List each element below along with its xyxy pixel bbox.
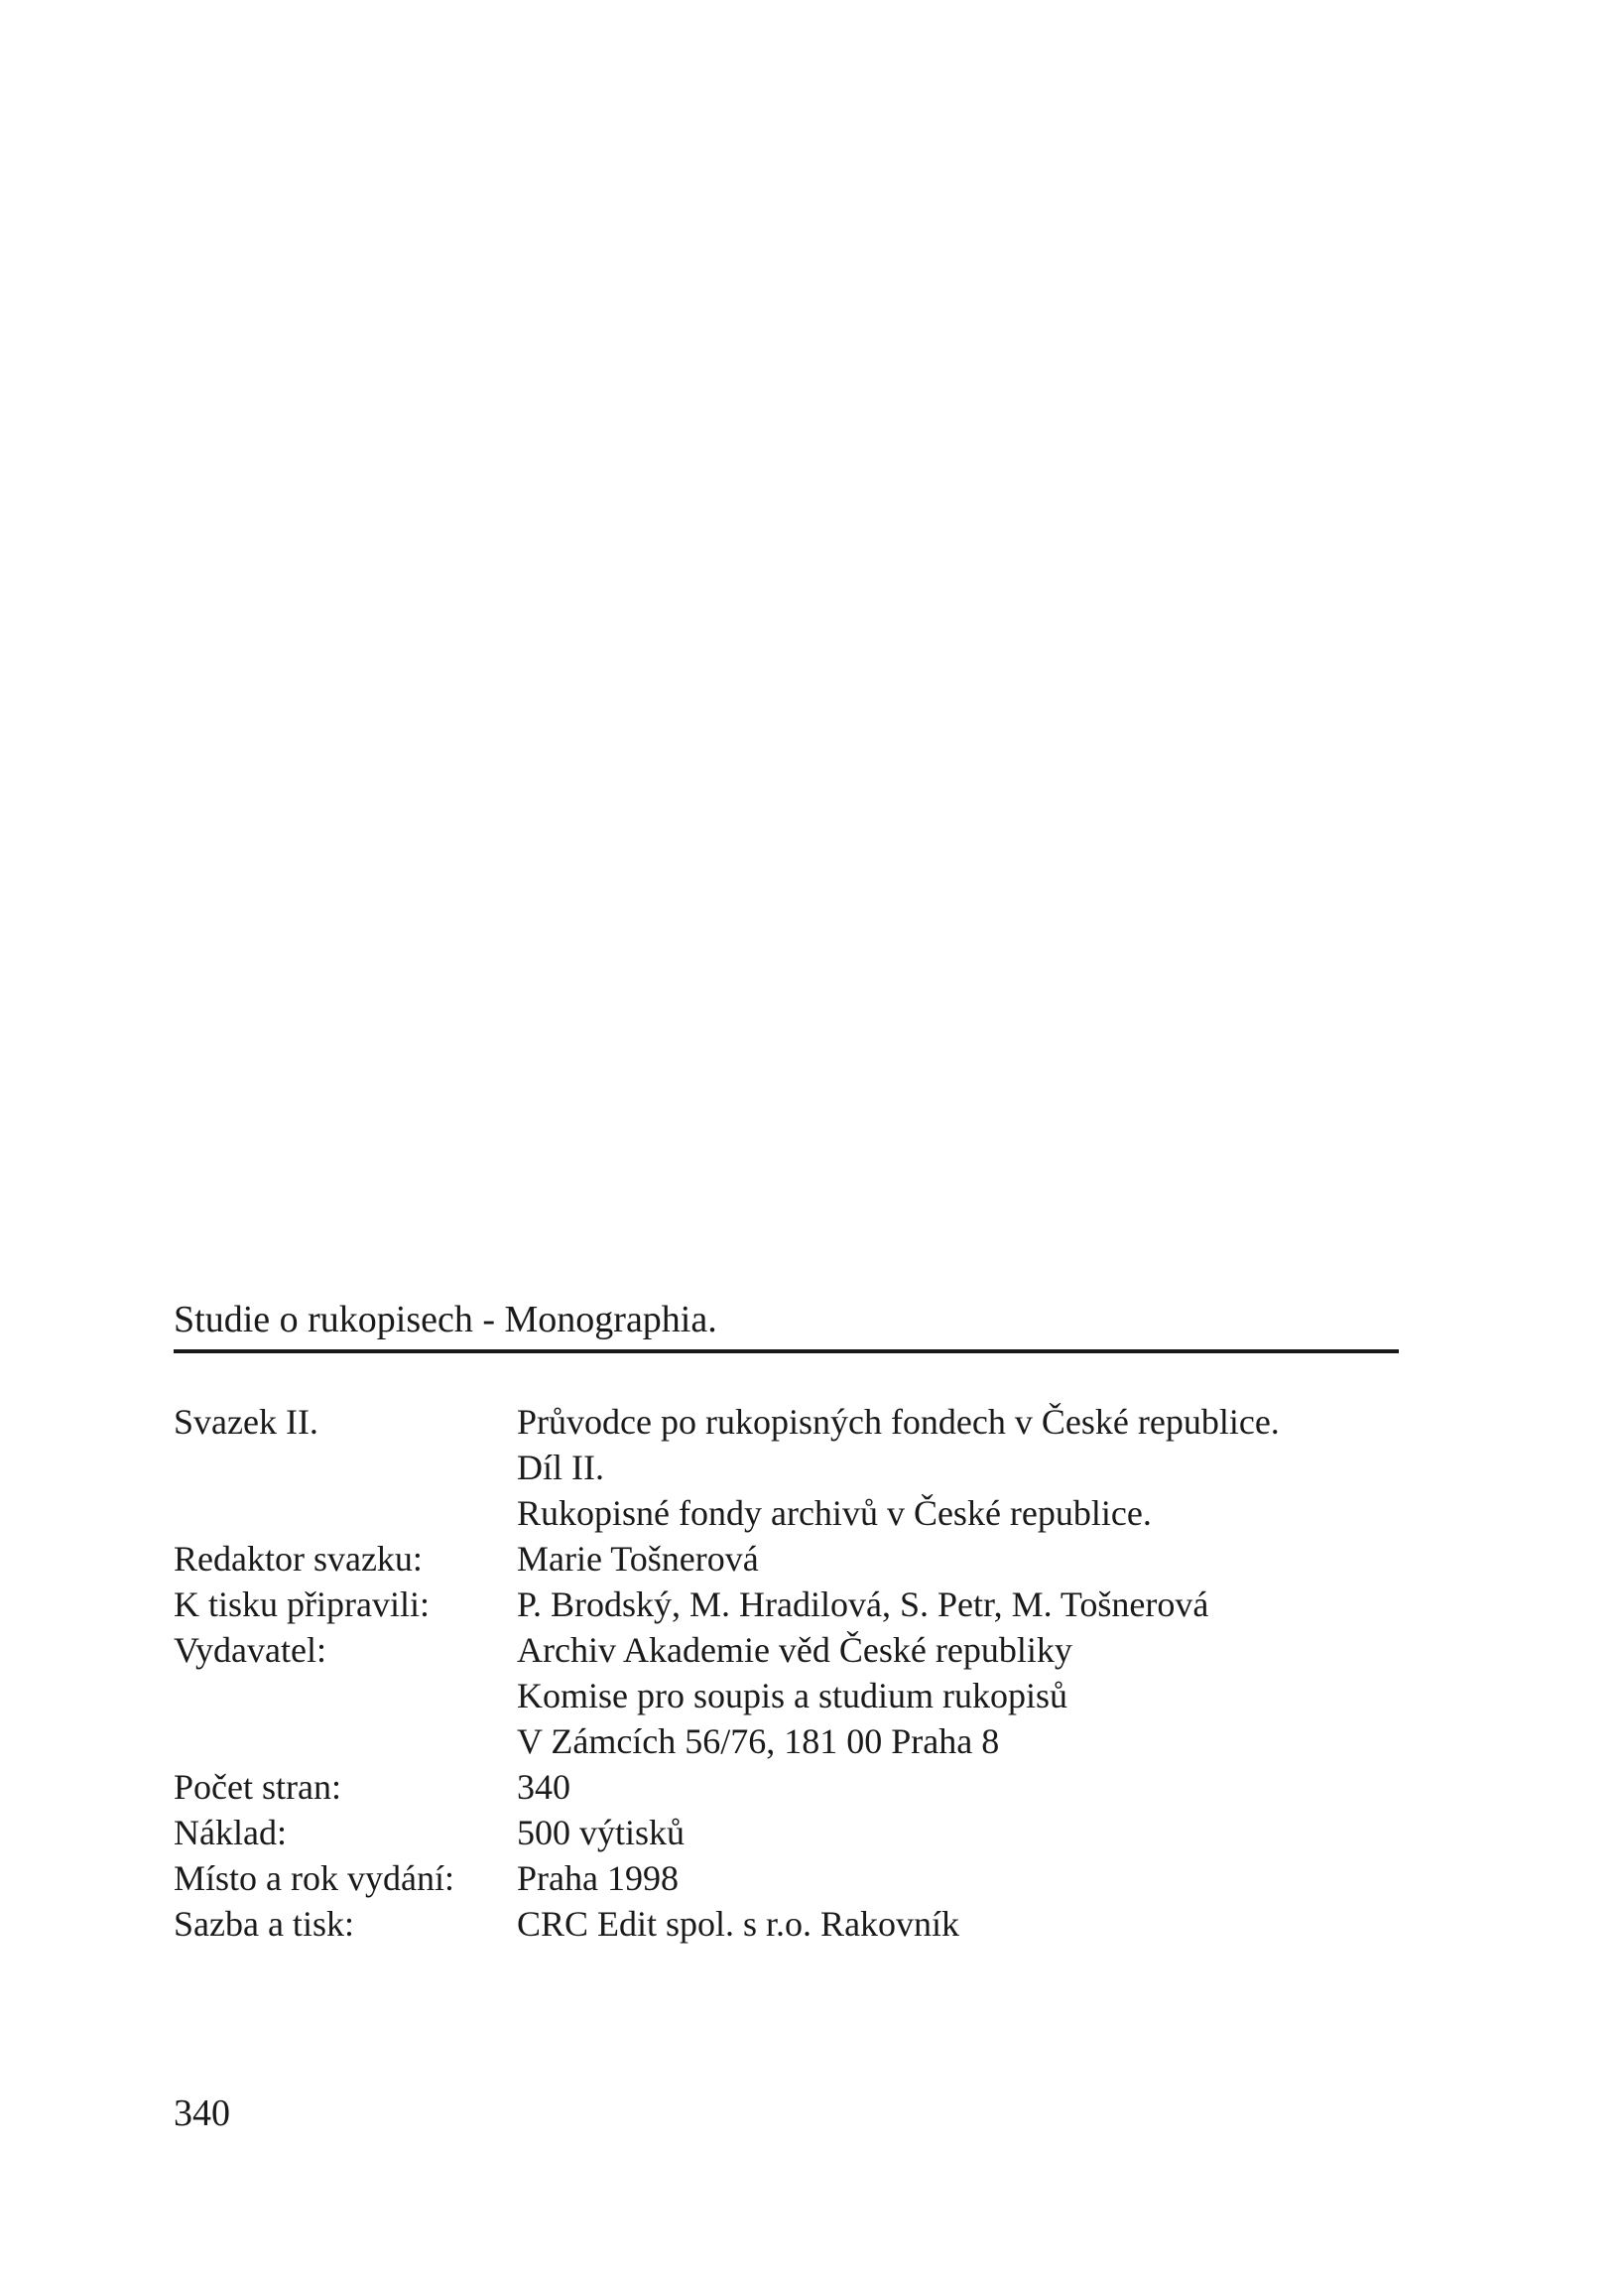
colophon-value: Průvodce po rukopisných fondech v České republice. (517, 1402, 1280, 1442)
colophon-value: Marie Tošnerová (517, 1539, 759, 1579)
colophon-label: Náklad: (174, 1813, 287, 1852)
colophon-value: V Zámcích 56/76, 181 00 Praha 8 (517, 1721, 1000, 1761)
colophon-row-volume (174, 1399, 1399, 1445)
colophon-row-address (174, 1718, 1399, 1764)
colophon-label: Svazek II. (174, 1402, 318, 1442)
colophon-row-commission (174, 1673, 1399, 1718)
colophon-row-publisher (174, 1627, 1399, 1673)
colophon-row-page-count (174, 1764, 1399, 1810)
colophon-label (174, 1718, 517, 1764)
colophon-row-typesetting (174, 1901, 1399, 1947)
colophon-value: Komise pro soupis a studium rukopisů (517, 1676, 1067, 1715)
series-header (174, 1298, 1399, 1353)
colophon-value: Díl II. (517, 1448, 604, 1487)
colophon-value: CRC Edit spol. s r.o. Rakovník (517, 1904, 960, 1944)
colophon-label: Počet stran: (174, 1767, 341, 1807)
colophon-label (174, 1445, 517, 1490)
colophon-label (174, 1490, 517, 1536)
header-rule (174, 1349, 1399, 1353)
colophon-label: Vydavatel: (174, 1630, 326, 1670)
series-title: Studie o rukopisech - Monographia. (174, 1299, 717, 1340)
colophon-value: Praha 1998 (517, 1858, 679, 1898)
colophon-value: P. Brodský, M. Hradilová, S. Petr, M. Tošnerová (517, 1584, 1209, 1624)
colophon-value: Rukopisné fondy archivů v České republice. (517, 1493, 1152, 1533)
colophon-row-place-year (174, 1855, 1399, 1901)
colophon-label (174, 1673, 517, 1718)
colophon-value: Archiv Akademie věd České republiky (517, 1630, 1072, 1670)
colophon-row-editor (174, 1536, 1399, 1582)
colophon-row-print-run (174, 1810, 1399, 1855)
colophon-label: K tisku připravili: (174, 1584, 430, 1624)
colophon-value: 500 výtisků (517, 1813, 686, 1852)
colophon-row-part (174, 1445, 1399, 1490)
colophon-label: Místo a rok vydání: (174, 1858, 454, 1898)
page-number: 340 (174, 2092, 230, 2134)
colophon-row-subtitle (174, 1490, 1399, 1536)
colophon-label: Redaktor svazku: (174, 1539, 423, 1579)
colophon-row-prepared-by (174, 1582, 1399, 1627)
colophon-label: Sazba a tisk: (174, 1904, 354, 1944)
colophon-value: 340 (517, 1767, 570, 1807)
colophon (174, 1399, 1399, 1947)
